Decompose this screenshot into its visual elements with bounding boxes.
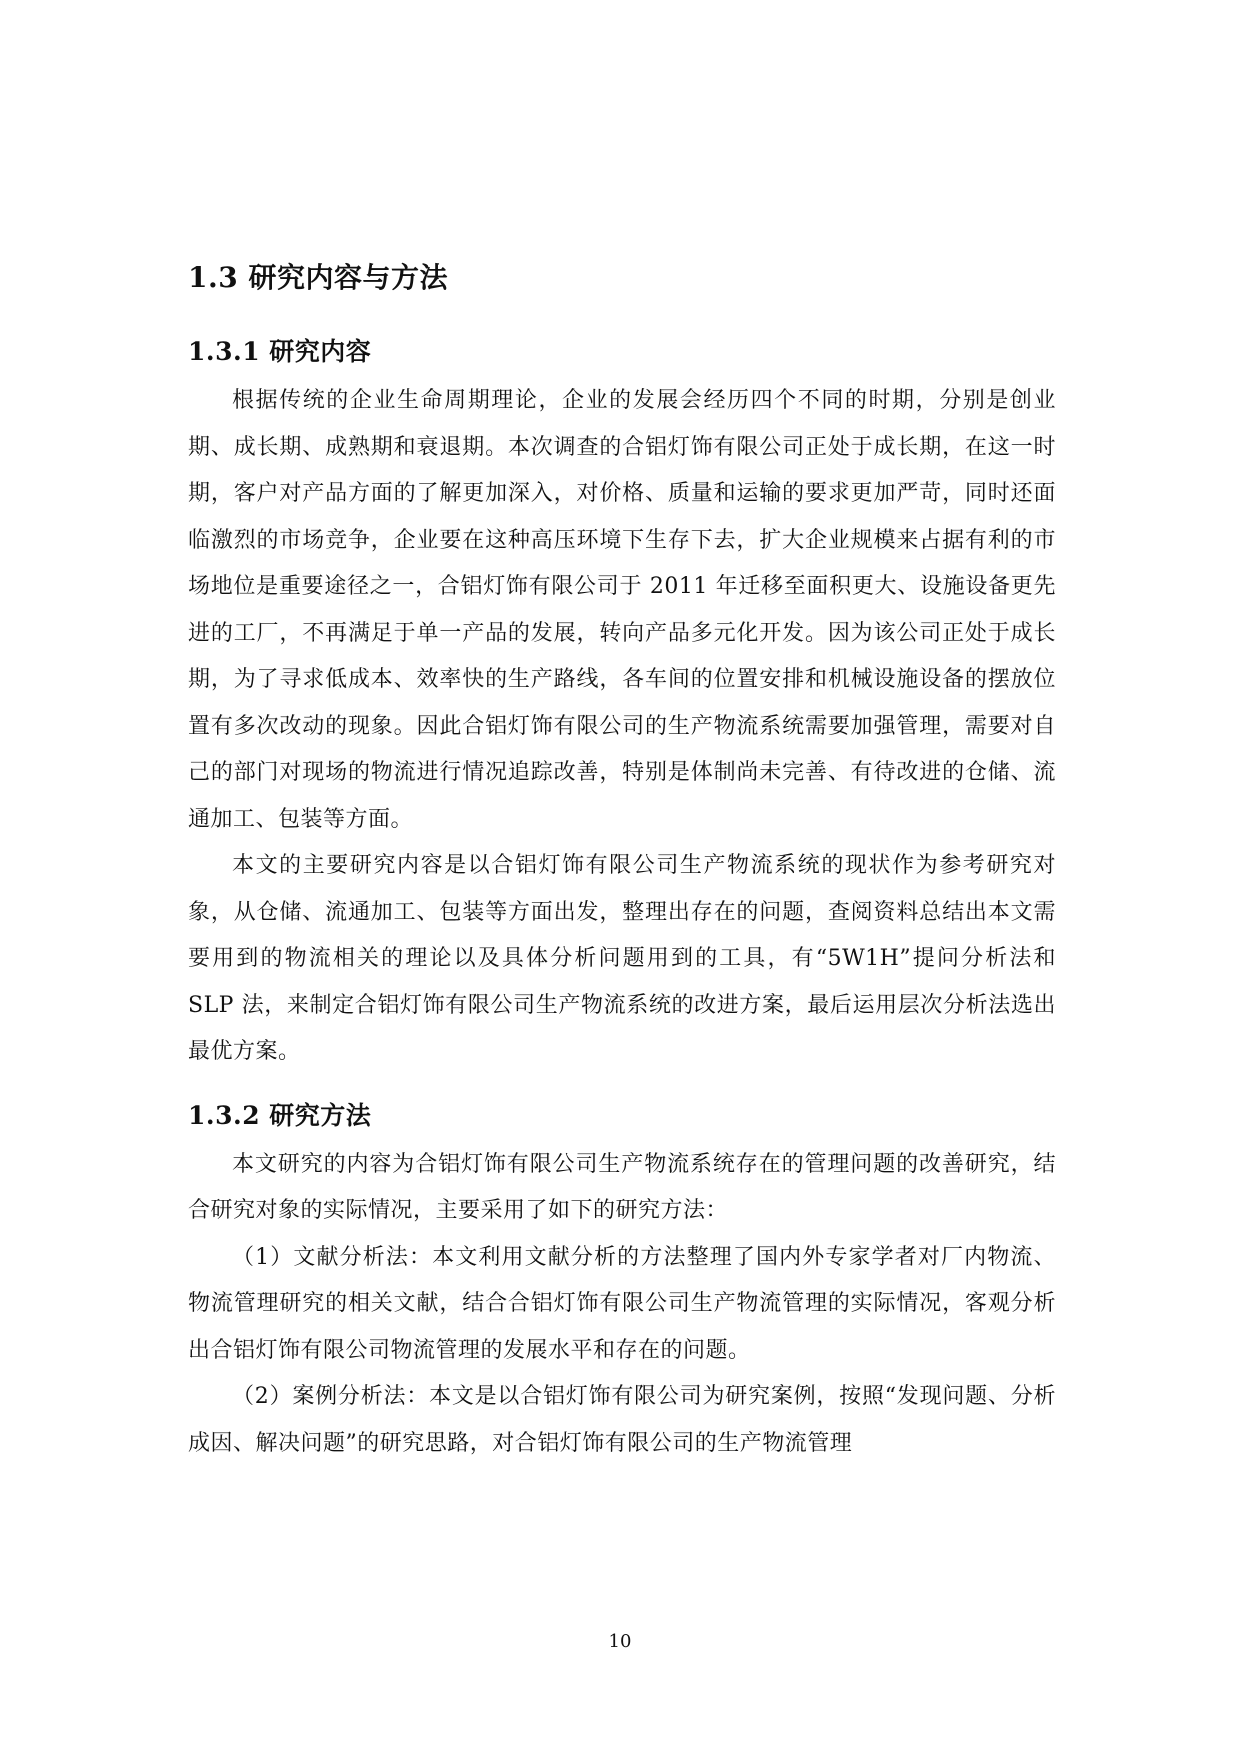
page-number: 10 <box>608 1631 632 1652</box>
body-paragraph: （2）案例分析法：本文是以合铝灯饰有限公司为研究案例，按照“发现问题、分析成因、解决问题”的研究思路，对合铝灯饰有限公司的生产物流管理 <box>188 1384 1056 1456</box>
body-paragraph: 本文的主要研究内容是以合铝灯饰有限公司生产物流系统的现状作为参考研究对象，从仓储、流通加工、包装等方面出发，整理出存在的问题，查阅资料总结出本文需要用到的物流相关的理论以及具体分析问题用到的工具，有“5W1H”提问分析法和 SLP 法，来制定合铝灯饰有限公司生产物流系统的改进方案，最后运用层次分析法选出最优方案。 <box>188 853 1056 1064</box>
subsection-title-research-content: 1.3.1 研究内容 <box>188 337 372 366</box>
body-paragraph: （1）文献分析法：本文利用文献分析的方法整理了国内外专家学者对厂内物流、物流管理研究的相关文献，结合合铝灯饰有限公司生产物流管理的实际情况，客观分析出合铝灯饰有限公司物流管理的发展水平和存在的问题。 <box>188 1244 1056 1363</box>
body-paragraph: 本文研究的内容为合铝灯饰有限公司生产物流系统存在的管理问题的改善研究，结合研究对象的实际情况，主要采用了如下的研究方法： <box>188 1151 1056 1223</box>
page-content <box>188 258 1056 1467</box>
section-title: 1.3 研究内容与方法 <box>188 261 448 294</box>
body-paragraph: 根据传统的企业生命周期理论，企业的发展会经历四个不同的时期，分别是创业期、成长期、成熟期和衰退期。本次调查的合铝灯饰有限公司正处于成长期，在这一时期，客户对产品方面的了解更加深入，对价格、质量和运输的要求更加严苛，同时还面临激烈的市场竞争，企业要在这种高压环境下生存下去，扩大企业规模来占据有利的市场地位是重要途径之一，合铝灯饰有限公司于 2011 年迁移至面积更大、设施设备更先进的工厂，不再满足于单一产品的发展，转向产品多元化开发。因为该公司正处于成长期，为了寻求低成本、效率快的生产路线，各车间的位置安排和机械设施设备的摆放位置有多次改动的现象。因此合铝灯饰有限公司的生产物流系统需要加强管理，需要对自己的部门对现场的物流进行情况追踪改善，特别是体制尚未完善、有待改进的仓储、流通加工、包装等方面。 <box>188 388 1056 832</box>
subsection-title-research-method: 1.3.2 研究方法 <box>188 1100 372 1130</box>
